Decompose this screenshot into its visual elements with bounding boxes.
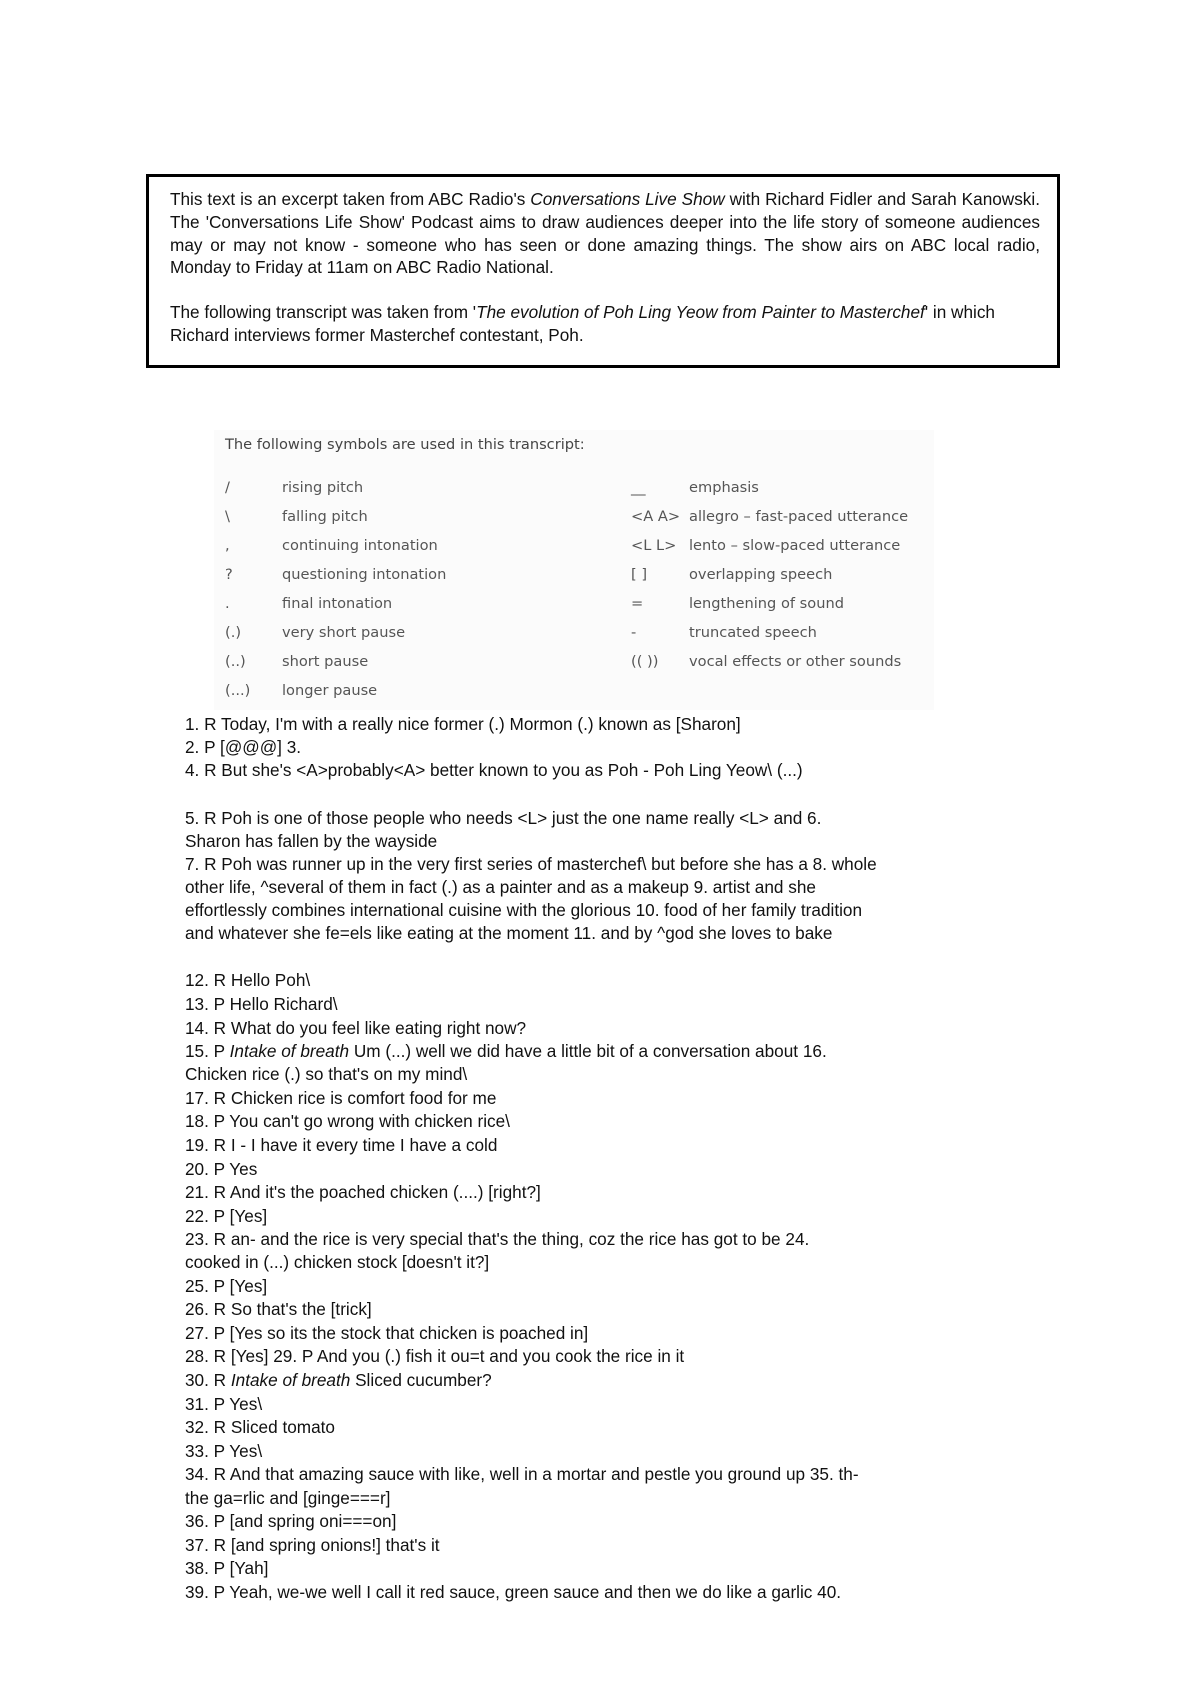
transcript-line: 30. R Intake of breath Sliced cucumber? bbox=[185, 1370, 492, 1390]
legend-meaning: truncated speech bbox=[689, 624, 817, 641]
legend-symbol: <L L> bbox=[631, 537, 677, 554]
transcript-line: 21. R And it's the poached chicken (....) [right?] bbox=[185, 1182, 541, 1202]
legend-meaning: short pause bbox=[282, 653, 369, 670]
intro-paragraph-2: The following transcript was taken from 'The evolution of Poh Ling Yeow from Painter to Masterchef' in which Richard interviews former Masterchef contestant, Poh. bbox=[170, 302, 995, 345]
intro-box bbox=[146, 174, 1060, 368]
transcript-line: 27. P [Yes so its the stock that chicken is poached in] bbox=[185, 1323, 589, 1343]
transcript-line: 22. P [Yes] bbox=[185, 1206, 268, 1226]
transcript-line: 12. R Hello Poh\ bbox=[185, 970, 311, 990]
transcript-line: 36. P [and spring oni===on] bbox=[185, 1511, 397, 1531]
legend-meaning: emphasis bbox=[689, 479, 759, 496]
transcript-line: the ga=rlic and [ginge===r] bbox=[185, 1488, 391, 1508]
legend-symbol: __ bbox=[631, 479, 646, 496]
legend-symbol: <A A> bbox=[631, 508, 681, 525]
transcript-line: 18. P You can't go wrong with chicken rice\ bbox=[185, 1111, 510, 1131]
legend-symbol: (( )) bbox=[631, 653, 659, 670]
transcript-line: Sharon has fallen by the wayside bbox=[185, 831, 438, 851]
transcript-line: 28. R [Yes] 29. P And you (.) fish it ou=t and you cook the rice in it bbox=[185, 1346, 685, 1366]
transcript-line: 17. R Chicken rice is comfort food for me bbox=[185, 1088, 497, 1108]
symbol-legend bbox=[214, 430, 934, 710]
transcript-line: 32. R Sliced tomato bbox=[185, 1417, 335, 1437]
legend-meaning: overlapping speech bbox=[689, 566, 833, 583]
legend-meaning: final intonation bbox=[282, 595, 393, 612]
legend-symbol: \ bbox=[225, 508, 230, 525]
legend-meaning: lento – slow-paced utterance bbox=[689, 537, 901, 554]
legend-symbol: / bbox=[225, 479, 230, 496]
transcript-line: 31. P Yes\ bbox=[185, 1394, 263, 1414]
transcript-line: 20. P Yes bbox=[185, 1159, 258, 1179]
transcript-line: 26. R So that's the [trick] bbox=[185, 1299, 372, 1319]
legend-meaning: falling pitch bbox=[282, 508, 368, 525]
transcript-line: 34. R And that amazing sauce with like, well in a mortar and pestle you ground up 35. th- bbox=[185, 1464, 859, 1484]
legend-symbol: [ ] bbox=[631, 566, 648, 583]
transcript-line: 2. P [@@@] 3. bbox=[185, 737, 302, 757]
transcript-line: effortlessly combines international cuisine with the glorious 10. food of her family tradition bbox=[185, 900, 863, 920]
transcript-line: cooked in (...) chicken stock [doesn't it?] bbox=[185, 1252, 490, 1272]
legend-symbol: . bbox=[225, 595, 230, 612]
transcript-line: 13. P Hello Richard\ bbox=[185, 994, 338, 1014]
transcript-line: 39. P Yeah, we-we well I call it red sauce, green sauce and then we do like a garlic 40. bbox=[185, 1582, 842, 1602]
intro-paragraph-1: This text is an excerpt taken from ABC Radio's Conversations Live Show with Richard Fidler and Sarah Kanowski. The 'Conversations Life Show' Podcast aims to draw audiences deeper into the life story of someone audiences may or may not know - someone who has seen or done amazing things. The show airs on ABC local radio, Monday to Friday at 11am on ABC Radio National. bbox=[170, 189, 1040, 278]
legend-meaning: allegro – fast-paced utterance bbox=[689, 508, 909, 525]
transcript-line: 38. P [Yah] bbox=[185, 1558, 269, 1578]
legend-meaning: rising pitch bbox=[282, 479, 364, 496]
transcript-line: 33. P Yes\ bbox=[185, 1441, 263, 1461]
transcript-line: 15. P Intake of breath Um (...) well we did have a little bit of a conversation about 16. bbox=[185, 1041, 827, 1061]
transcript-line: 1. R Today, I'm with a really nice former (.) Mormon (.) known as [Sharon] bbox=[185, 714, 741, 734]
legend-symbol: = bbox=[631, 595, 644, 612]
legend-symbol: (..) bbox=[225, 653, 246, 670]
legend-meaning: lengthening of sound bbox=[689, 595, 844, 612]
legend-meaning: continuing intonation bbox=[282, 537, 438, 554]
transcript-line: other life, ^several of them in fact (.) as a painter and as a makeup 9. artist and she bbox=[185, 877, 816, 897]
legend-meaning: questioning intonation bbox=[282, 566, 447, 583]
legend-title: The following symbols are used in this transcript: bbox=[225, 436, 585, 453]
show-title: Conversations Live Show bbox=[530, 189, 725, 209]
legend-symbol: (.) bbox=[225, 624, 242, 641]
transcript-line: 5. R Poh is one of those people who needs <L> just the one name really <L> and 6. bbox=[185, 808, 822, 828]
transcript-line: 19. R I - I have it every time I have a cold bbox=[185, 1135, 498, 1155]
legend-symbol: (...) bbox=[225, 682, 251, 699]
transcript-line: 23. R an- and the rice is very special that's the thing, coz the rice has got to be 24. bbox=[185, 1229, 810, 1249]
legend-meaning: longer pause bbox=[282, 682, 378, 699]
stage-direction: Intake of breath bbox=[229, 1041, 350, 1061]
stage-direction: Intake of breath bbox=[230, 1370, 351, 1390]
transcript-line: 4. R But she's <A>probably<A> better known to you as Poh - Poh Ling Yeow\ (...) bbox=[185, 760, 803, 780]
transcript-line: 14. R What do you feel like eating right now? bbox=[185, 1018, 527, 1038]
episode-title: The evolution of Poh Ling Yeow from Painter to Masterchef bbox=[476, 302, 925, 323]
legend-meaning: vocal effects or other sounds bbox=[689, 653, 902, 670]
transcript-line: and whatever she fe=els like eating at the moment 11. and by ^god she loves to bake bbox=[185, 923, 833, 943]
transcript-line: 7. R Poh was runner up in the very first series of masterchef\ but before she has a 8. whole bbox=[185, 854, 877, 874]
legend-symbol: ? bbox=[225, 566, 233, 583]
legend-symbol: - bbox=[631, 624, 637, 641]
transcript-line: 25. P [Yes] bbox=[185, 1276, 268, 1296]
legend-symbol: , bbox=[225, 537, 230, 554]
transcript-line: Chicken rice (.) so that's on my mind\ bbox=[185, 1064, 468, 1084]
legend-meaning: very short pause bbox=[282, 624, 406, 641]
transcript-line: 37. R [and spring onions!] that's it bbox=[185, 1535, 440, 1555]
